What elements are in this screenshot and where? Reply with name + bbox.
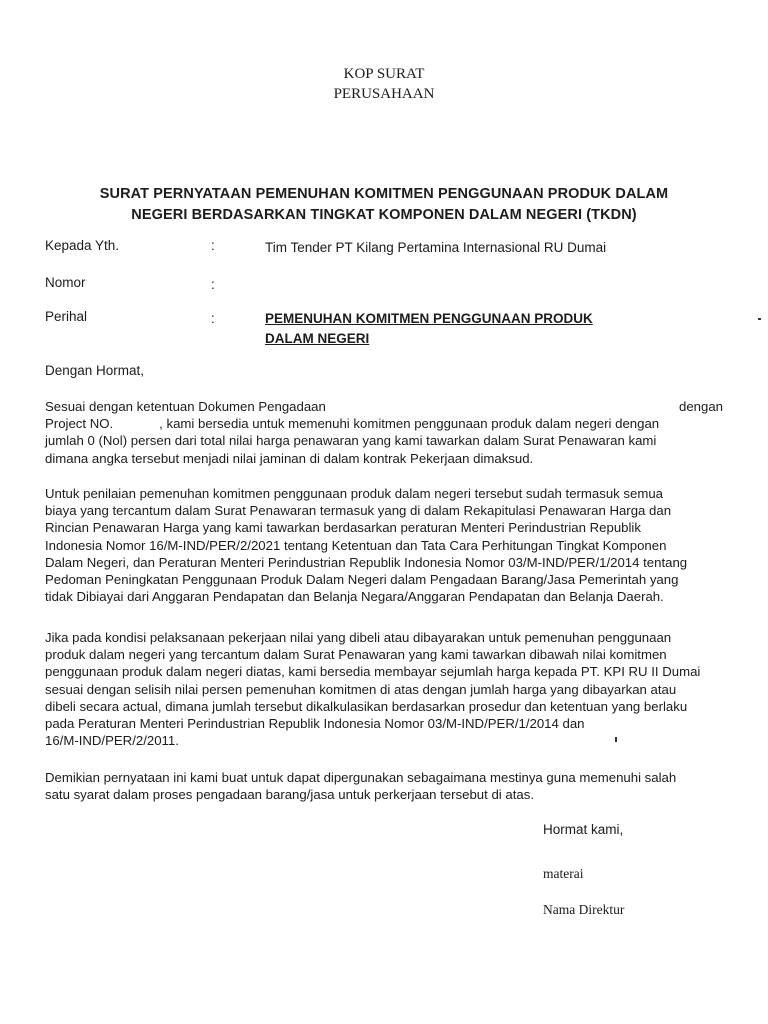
document-title xyxy=(0,184,768,226)
paragraph-1-line-2 xyxy=(45,415,725,432)
letterhead-line-2: PERUSAHAAN xyxy=(333,86,435,102)
paragraph-2 xyxy=(45,485,725,605)
perihal-label: Perihal xyxy=(45,309,88,324)
kepada-value: Tim Tender PT Kilang Pertamina Internasional RU Dumai xyxy=(265,240,607,255)
paragraph-2-line: Rincian Penawaran Harga yang kami tawarkan berdasarkan peraturan Menteri Perindustrian Republik xyxy=(45,520,641,536)
kepada-label: Kepada Yth. xyxy=(45,238,120,253)
paragraph-3-line: produk dalam negeri yang tercantum dalam Surat Penawaran yang kami tawarkan dibawah nilai komitmen xyxy=(45,647,667,663)
greeting: Dengan Hormat, xyxy=(45,363,145,378)
paragraph-2-line: Pedoman Peningkatan Penggunaan Produk Dalam Negeri dalam Pengadaan Barang/Jasa Pemerintah yang xyxy=(45,572,679,588)
perihal-line-1: PEMENUHAN KOMITMEN PENGGUNAAN PRODUK xyxy=(265,311,593,326)
paragraph-1-line-1-left: Sesuai dengan ketentuan Dokumen Pengadaan xyxy=(45,399,326,414)
paragraph-3-line: pada Peraturan Menteri Perindustrian Republik Indonesia Nomor 03/M-IND/PER/1/2014 dan xyxy=(45,716,585,732)
perihal-line-2: DALAM NEGERI xyxy=(265,331,370,346)
paragraph-1-line-3: jumlah 0 (Nol) persen dari total nilai harga penawaran yang kami tawarkan dalam Surat Penawaran kami xyxy=(45,433,657,449)
scan-speck xyxy=(758,318,761,320)
scan-speck xyxy=(615,737,617,742)
kepada-colon: : xyxy=(211,238,215,253)
letterhead xyxy=(0,64,768,104)
paragraph-1-line-1-right: dengan xyxy=(679,399,724,414)
letterhead-line-1: KOP SURAT xyxy=(343,66,425,82)
perihal-value xyxy=(265,309,593,349)
paragraph-2-line: tidak Dibiayai dari Anggaran Pendapatan dan Belanja Negara/Anggaran Pendapatan dan Belanja Daerah. xyxy=(45,589,664,605)
paragraph-1-line-1 xyxy=(45,398,725,415)
paragraph-4-line: satu syarat dalam proses pengadaan barang/jasa untuk perkerjaan tersebut di atas. xyxy=(45,787,534,803)
paragraph-3 xyxy=(45,629,725,749)
project-no-label: Project NO. xyxy=(45,416,114,432)
paragraph-3-line: dibeli secara actual, dimana jumlah tersebut dikalkulasikan berdasarkan prosedur dan ketentuan yang berlaku xyxy=(45,698,688,714)
paragraph-1-line-2-rest: , kami bersedia untuk memenuhi komitmen penggunaan produk dalam negeri dengan xyxy=(159,416,660,432)
paragraph-2-line: Indonesia Nomor 16/M-IND/PER/2/2021 tentang Ketentuan dan Tata Cara Perhitungan Tingkat Komponen xyxy=(45,537,667,553)
paragraph-3-line: sesuai dengan selisih nilai persen pemenuhan komitmen di atas dengan jumlah harga yang dibayarkan atau xyxy=(45,681,677,697)
closing-salutation: Hormat kami, xyxy=(543,822,624,837)
paragraph-3-line: penggunaan produk dalam negeri diatas, kami bersedia membayar sejumlah harga kepada PT. KPI RU II Dumai xyxy=(45,664,701,680)
paragraph-1-line-4: dimana angka tersebut menjadi nilai jaminan di dalam kontrak Pekerjaan dimaksud. xyxy=(45,450,534,466)
title-line-1: SURAT PERNYATAAN PEMENUHAN KOMITMEN PENGGUNAAN PRODUK DALAM xyxy=(99,186,669,202)
paragraph-3-line: Jika pada kondisi pelaksanaan pekerjaan nilai yang dibeli atau dibayarakan untuk pemenuhan penggunaan xyxy=(45,630,672,645)
paragraph-2-line: Untuk penilaian pemenuhan komitmen penggunaan produk dalam negeri tersebut sudah termasuk semua xyxy=(45,486,664,501)
nomor-label: Nomor xyxy=(45,275,86,290)
paragraph-3-line: 16/M-IND/PER/2/2011. xyxy=(45,733,179,749)
paragraph-2-line: Dalam Negeri, dan Peraturan Menteri Perindustrian Republik Indonesia Nomor 03/M-IND/PER/1/2014 tentang xyxy=(45,554,688,570)
paragraph-4-line: Demikian pernyataan ini kami buat untuk dapat dipergunakan sebagaimana mestinya guna memenuhi salah xyxy=(45,770,677,785)
paragraph-2-line: biaya yang tercantum dalam Surat Penawaran termasuk yang di dalam Rekapitulasi Penawaran Harga dan xyxy=(45,503,672,519)
nomor-colon: : xyxy=(211,277,215,292)
paragraph-1 xyxy=(45,398,725,467)
perihal-colon: : xyxy=(211,311,215,326)
paragraph-4 xyxy=(45,769,725,803)
materai-placeholder: materai xyxy=(543,866,584,881)
title-line-2: NEGERI BERDASARKAN TINGKAT KOMPONEN DALAM NEGERI (TKDN) xyxy=(131,207,637,223)
signer-name: Nama Direktur xyxy=(543,902,625,917)
